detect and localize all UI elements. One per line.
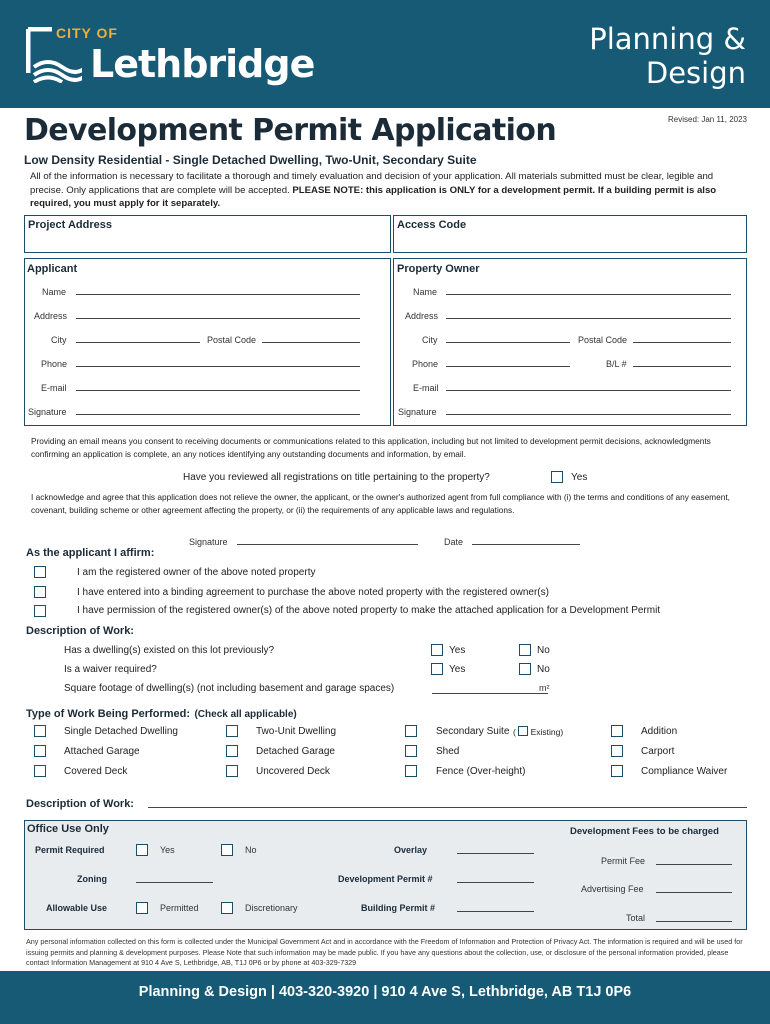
privacy-notice: Any personal information collected on this form is collected under the Municipal Government Act and in accordance with the Freedom of Information and Protection of Privacy Act. The information is required and will be used for issuing permits and planning & development purposes. Please Note that such information may be made public. If you have any questions about the collection, use, or disclosure of the personal information provided, please contact Information Management at 910 4 Ave S, Lethbridge, AB, T1J 0P6 or by phone at 403-329-7329 (26, 937, 743, 967)
owner-postal-field[interactable] (633, 342, 731, 343)
advertising-fee-label: Advertising Fee (581, 884, 644, 894)
intro-note: PLEASE NOTE: this application is ONLY for a development permit. If a building permit is also required, you must apply for it separately. (30, 184, 717, 209)
ack-date-label: Date (444, 537, 464, 547)
applicant-signature-label: Signature (28, 407, 67, 417)
existing-option (513, 726, 563, 737)
owner-bl-label: B/L # (606, 359, 627, 369)
applicant-postal-field[interactable] (262, 342, 360, 343)
owner-label: Property Owner (397, 263, 480, 275)
waiver-yes-checkbox[interactable] (431, 663, 443, 675)
owner-signature-field[interactable] (446, 414, 731, 415)
dev-permit-number-field[interactable] (457, 882, 534, 883)
fence-label: Fence (Over-height) (436, 766, 526, 777)
overlay-label: Overlay (394, 845, 428, 855)
registrations-yes-checkbox[interactable] (551, 471, 563, 483)
two-unit-checkbox[interactable] (226, 725, 238, 737)
waiver-yes-label: Yes (449, 664, 466, 675)
owner-phone-label: Phone (412, 359, 439, 369)
discretionary-checkbox[interactable] (221, 902, 233, 914)
detached-garage-checkbox[interactable] (226, 745, 238, 757)
applicant-phone-label: Phone (41, 359, 68, 369)
waiver-no-checkbox[interactable] (519, 663, 531, 675)
dev-permit-number-label: Development Permit # (338, 874, 433, 884)
applicant-signature-field[interactable] (76, 414, 360, 415)
permit-required-no-checkbox[interactable] (221, 844, 233, 856)
covered-deck-label: Covered Deck (64, 766, 128, 777)
description-work-field[interactable] (148, 807, 747, 808)
shed-label: Shed (436, 746, 460, 757)
owner-address-label: Address (405, 311, 439, 321)
waiver-question: Is a waiver required? (64, 664, 157, 675)
description-work-label: Description of Work: (26, 798, 134, 810)
description-heading: Description of Work: (26, 625, 134, 637)
affirm-owner-label: I am the registered owner of the above noted property (77, 567, 316, 578)
square-footage-field[interactable] (432, 693, 548, 694)
office-use-heading: Office Use Only (27, 823, 109, 835)
compliance-waiver-label: Compliance Waiver (641, 766, 728, 777)
permitted-label: Permitted (160, 903, 199, 913)
access-code-label: Access Code (397, 219, 467, 231)
owner-name-field[interactable] (446, 294, 731, 295)
permit-required-no-label: No (245, 845, 257, 855)
single-detached-checkbox[interactable] (34, 725, 46, 737)
total-fee-field[interactable] (656, 921, 732, 922)
applicant-phone-field[interactable] (76, 366, 360, 367)
email-consent-text: Providing an email means you consent to receiving documents or communications related to this application, including but not limited to development permit decisions, acknowledgments confirming an application is complete, an any notices identifying any outstanding documents and information, by email. (31, 436, 711, 459)
dwelling-existed-no-checkbox[interactable] (519, 644, 531, 656)
applicant-email-field[interactable] (76, 390, 360, 391)
detached-garage-label: Detached Garage (256, 746, 335, 757)
applicant-label: Applicant (27, 263, 78, 275)
page-subtitle: Low Density Residential - Single Detached Dwelling, Two-Unit, Secondary Suite (24, 153, 477, 167)
total-fee-label: Total (626, 913, 646, 923)
affirm-purchase-label: I have entered into a binding agreement to purchase the above noted property with the registered owner(s) (77, 587, 549, 598)
applicant-email-label: E-mail (41, 383, 67, 393)
zoning-label: Zoning (77, 874, 107, 884)
owner-email-field[interactable] (446, 390, 731, 391)
project-address-label: Project Address (28, 219, 112, 231)
applicant-postal-label: Postal Code (207, 335, 257, 345)
department-title: Planning & Design (589, 22, 746, 90)
revised-date: Revised: Jan 11, 2023 (667, 115, 747, 124)
two-unit-label: Two-Unit Dwelling (256, 726, 337, 737)
applicant-city-field[interactable] (76, 342, 200, 343)
owner-postal-label: Postal Code (578, 335, 628, 345)
intro-text (30, 170, 746, 211)
work-type-heading-text: Type of Work Being Performed: (26, 708, 191, 720)
owner-city-label: City (422, 335, 438, 345)
existing-open-paren: ( (513, 727, 516, 737)
shed-checkbox[interactable] (405, 745, 417, 757)
single-detached-label: Single Detached Dwelling (64, 726, 178, 737)
dwelling-existed-no-label: No (537, 645, 550, 656)
intro-body: All of the information is necessary to facilitate a thorough and timely evaluation and decision of your application. All materials submitted must be clear, legible and precise. Only applications that are complete will be accepted. (30, 171, 714, 196)
logo-city-text: CITY OF (56, 25, 118, 41)
ack-signature-label: Signature (189, 537, 228, 547)
affirm-heading: As the applicant I affirm: (26, 547, 155, 559)
affirm-permission-label: I have permission of the registered owner(s) of the above noted property to make the attached application for a Development Permit (77, 605, 661, 616)
carport-label: Carport (641, 746, 675, 757)
applicant-address-field[interactable] (76, 318, 360, 319)
building-permit-number-label: Building Permit # (361, 903, 436, 913)
zoning-field[interactable] (136, 882, 213, 883)
owner-signature-label: Signature (398, 407, 437, 417)
covered-deck-checkbox[interactable] (34, 765, 46, 777)
fence-checkbox[interactable] (405, 765, 417, 777)
building-permit-number-field[interactable] (457, 911, 534, 912)
permit-required-label: Permit Required (35, 845, 105, 855)
acknowledge-text: I acknowledge and agree that this application does not relieve the owner, the applicant, or the owner's authorized agent from full compliance with (i) the terms and conditions of any easement, covenant, building scheme or other agreement affecting the property, or (ii) the requirements of any applicable laws and regulations. (31, 492, 730, 515)
permit-required-yes-label: Yes (160, 845, 175, 855)
owner-phone-field[interactable] (446, 366, 570, 367)
page-title: Development Permit Application (24, 113, 557, 148)
square-footage-question: Square footage of dwelling(s) (not including basement and garage spaces) (64, 683, 395, 694)
footer-contact: Planning & Design | 403-320-3920 | 910 4 Ave S, Lethbridge, AB T1J 0P6 (138, 984, 632, 1000)
owner-city-field[interactable] (446, 342, 570, 343)
owner-address-field[interactable] (446, 318, 731, 319)
registrations-yes-label: Yes (571, 472, 588, 483)
existing-checkbox[interactable] (518, 726, 528, 736)
owner-bl-field[interactable] (633, 366, 731, 367)
existing-label: Existing) (530, 727, 564, 737)
permit-fee-field[interactable] (656, 864, 732, 865)
addition-label: Addition (641, 726, 678, 737)
permit-required-yes-checkbox[interactable] (136, 844, 148, 856)
registrations-question: Have you reviewed all registrations on title pertaining to the property? (183, 472, 490, 483)
compliance-waiver-checkbox[interactable] (611, 765, 623, 777)
uncovered-deck-checkbox[interactable] (226, 765, 238, 777)
waiver-no-label: No (537, 664, 550, 675)
allowable-use-label: Allowable Use (46, 903, 108, 913)
secondary-suite-label: Secondary Suite (436, 726, 510, 737)
advertising-fee-field[interactable] (656, 892, 732, 893)
applicant-name-field[interactable] (76, 294, 360, 295)
work-type-subheading: (Check all applicable) (194, 709, 297, 720)
owner-email-label: E-mail (413, 383, 439, 393)
affirm-owner-checkbox[interactable] (34, 566, 46, 578)
ack-date-field[interactable] (472, 544, 580, 545)
attached-garage-checkbox[interactable] (34, 745, 46, 757)
discretionary-label: Discretionary (245, 903, 298, 913)
owner-name-label: Name (413, 287, 438, 297)
affirm-permission-checkbox[interactable] (34, 605, 46, 617)
work-type-heading (26, 704, 297, 722)
affirm-purchase-checkbox[interactable] (34, 586, 46, 598)
dwelling-existed-yes-checkbox[interactable] (431, 644, 443, 656)
square-footage-unit: m² (539, 683, 550, 693)
uncovered-deck-label: Uncovered Deck (256, 766, 330, 777)
permit-fee-label: Permit Fee (601, 856, 646, 866)
dwelling-existed-question: Has a dwelling(s) existed on this lot previously? (64, 645, 275, 656)
attached-garage-label: Attached Garage (64, 746, 140, 757)
addition-checkbox[interactable] (611, 725, 623, 737)
secondary-suite-checkbox[interactable] (405, 725, 417, 737)
permitted-checkbox[interactable] (136, 902, 148, 914)
applicant-name-label: Name (42, 287, 67, 297)
carport-checkbox[interactable] (611, 745, 623, 757)
applicant-city-label: City (51, 335, 67, 345)
overlay-field[interactable] (457, 853, 534, 854)
applicant-address-label: Address (34, 311, 68, 321)
logo-name-text: Lethbridge (90, 42, 315, 86)
fees-heading: Development Fees to be charged (570, 826, 719, 837)
ack-signature-field[interactable] (237, 544, 418, 545)
dwelling-existed-yes-label: Yes (449, 645, 466, 656)
